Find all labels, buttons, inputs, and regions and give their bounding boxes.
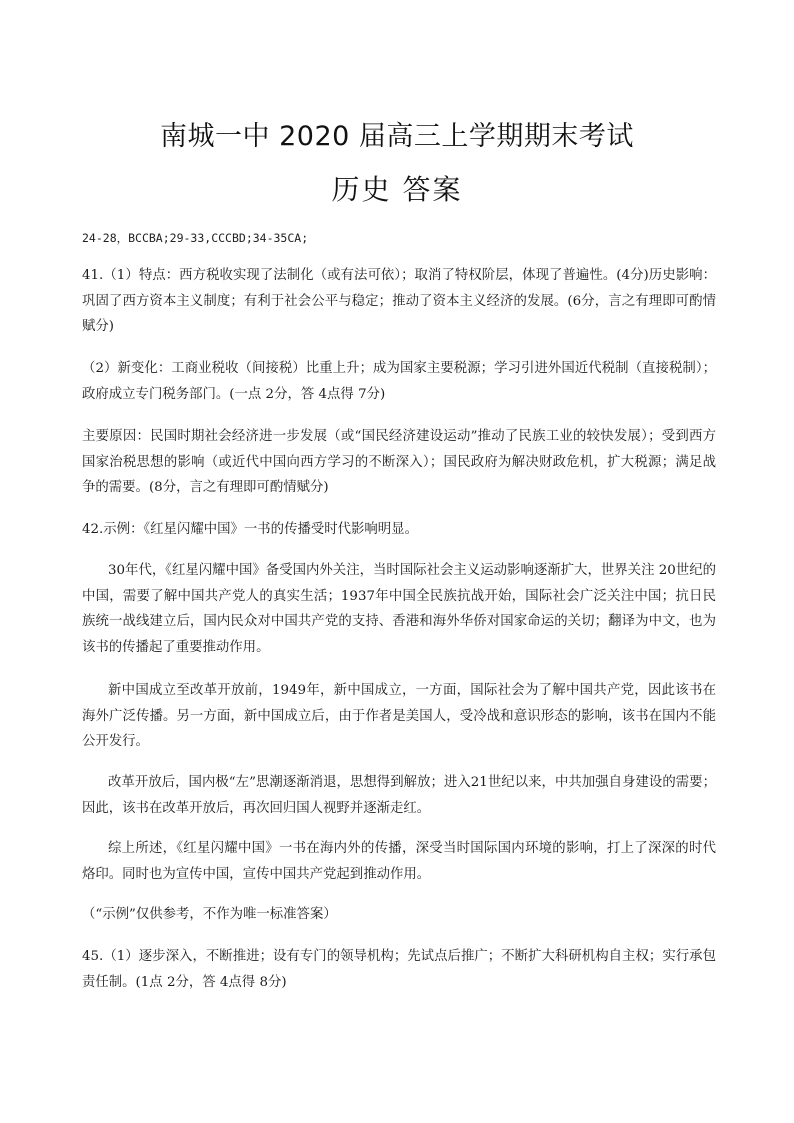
q42-note: （“示例”仅供参考，不作为唯一标准答案） [82, 907, 337, 922]
multiple-choice-answers: 24-28，BCCBA;29-33,CCCBD;34-35CA; [82, 231, 309, 245]
q41-part1-answer: 41.（1）特点：西方税收实现了法制化（或有法可依）；取消了特权阶层，体现了普遍性。(4分)历史影响：巩固了西方资本主义制度；有利于社会公平与稳定；推动了资本主义经济的发展。(6分，言之有理即可酌情赋分) [82, 268, 716, 334]
q41-part2-answer: （2）新变化：工商业税收（间接税）比重上升；成为国家主要税源；学习引进外国近代税制（直接税制）；政府成立专门税务部门。(一点 2分，答 4点得 7分) [82, 361, 716, 402]
q42-paragraph-2: 新中国成立至改革开放前，1949年，新中国成立，一方面，国际社会为了解中国共产党，因此该书在海外广泛传播。另一方面，新中国成立后，由于作者是美国人，受冷战和意识形态的影响，该书在国内不能公开发行。 [82, 683, 716, 749]
q42-paragraph-4: 综上所述，《红星闪耀中国》一书在海内外的传播，深受当时国际国内环境的影响，打上了深深的时代烙印。同时也为宣传中国，宣传中国共产党起到推动作用。 [82, 841, 716, 882]
exam-title: 南城一中 2020 届高三上学期期末考试 [160, 121, 634, 152]
exam-subtitle: 历史 答案 [331, 173, 463, 206]
q42-intro: 42.示例：《红星闪耀中国》一书的传播受时代影响明显。 [82, 522, 418, 537]
q42-paragraph-1: 30年代，《红星闪耀中国》备受国内外关注，当时国际社会主义运动影响逐渐扩大，世界关注 20世纪的中国，需要了解中国共产党人的真实生活；1937年中国全民族抗战开始，国际社会广泛关注中国；抗日民族统一战线建立后，国内民众对中国共产党的支持、香港和海外华侨对国家命运的关切；翻译为中文，也为该书的传播起了重要推动作用。 [82, 563, 716, 655]
q42-paragraph-3: 改革开放后，国内极“左”思潮逐渐消退，思想得到解放；进入21世纪以来，中共加强自身建设的需要；因此，该书在改革开放后，再次回归国人视野并逐渐走红。 [82, 775, 716, 816]
q45-part1-answer: 45.（1）逐步深入，不断推进；设有专门的领导机构；先试点后推广；不断扩大科研机构自主权；实行承包责任制。(1点 2分，答 4点得 8分) [82, 949, 716, 990]
q41-reasons-answer: 主要原因：民国时期社会经济进一步发展（或“国民经济建设运动”推动了民族工业的较快发展）；受到西方国家治税思想的影响（或近代中国向西方学习的不断深入）；国民政府为解决财政危机，扩大税源；满足战争的需要。(8分，言之有理即可酌情赋分) [82, 429, 716, 495]
